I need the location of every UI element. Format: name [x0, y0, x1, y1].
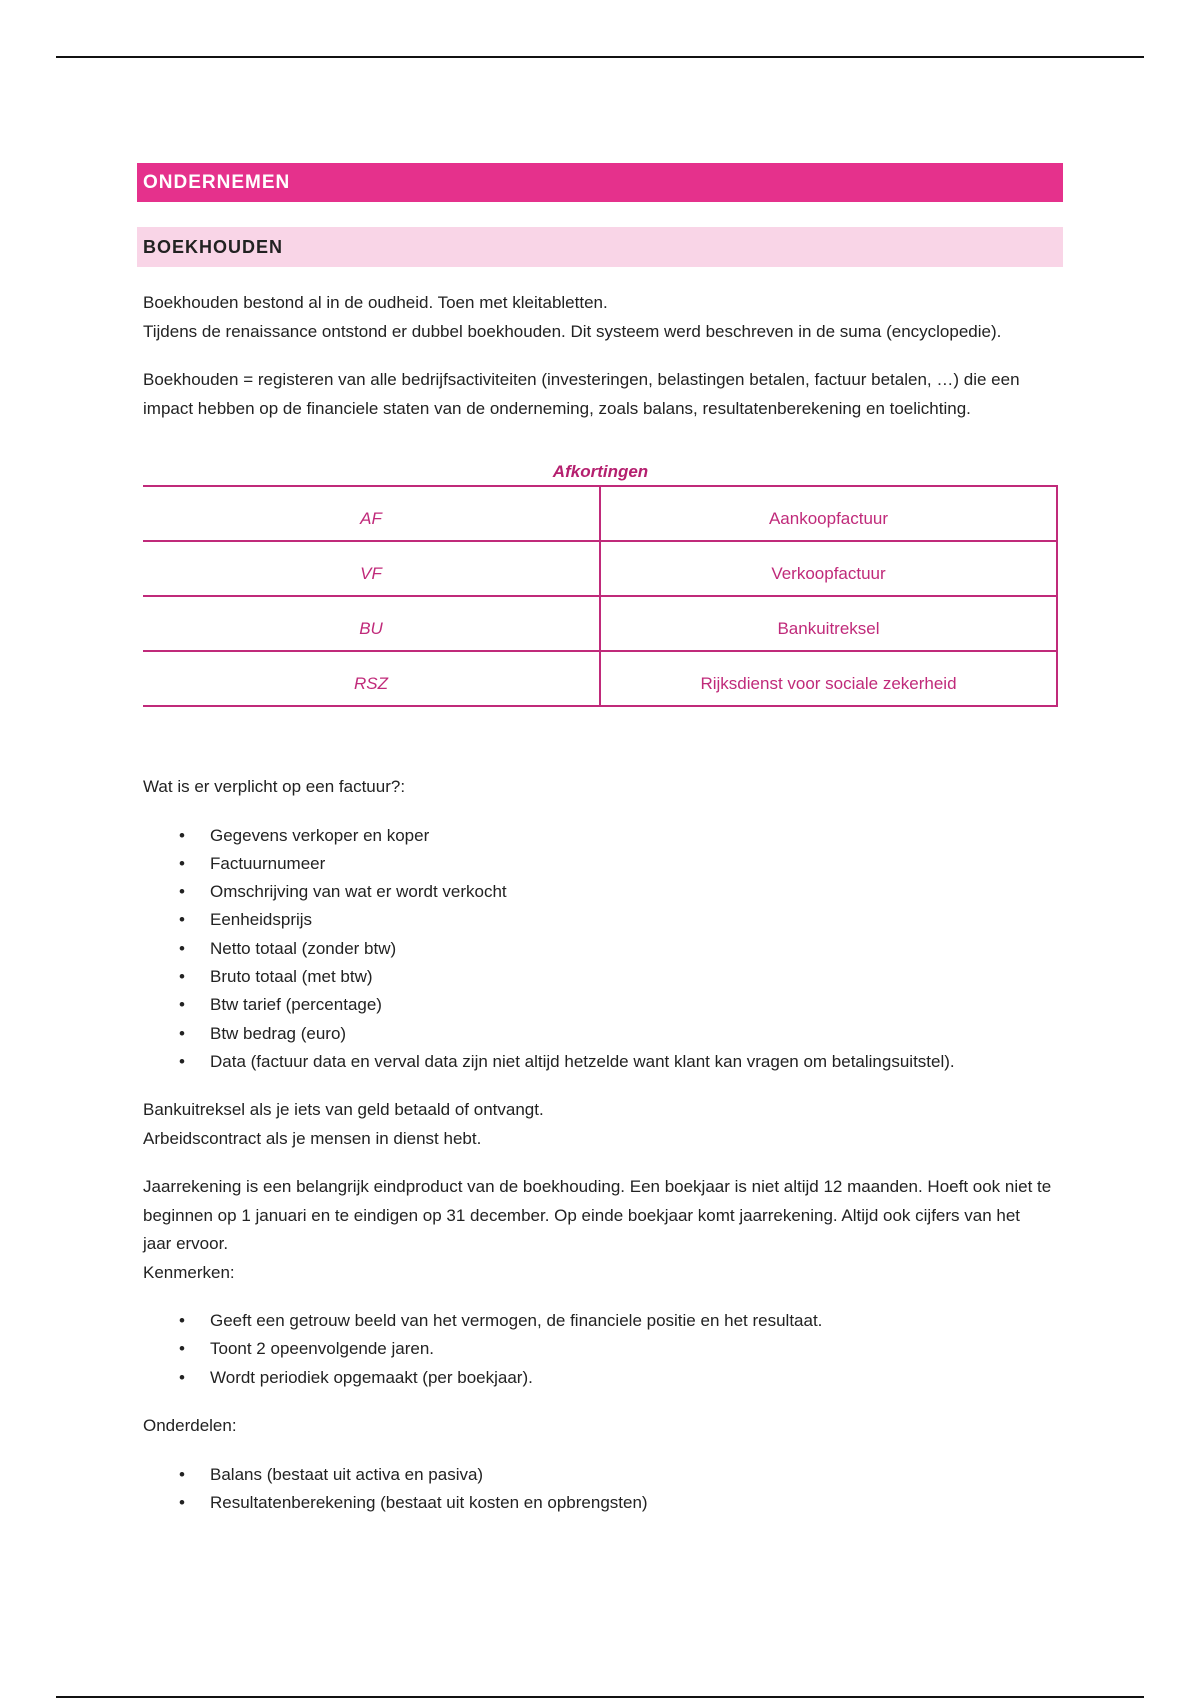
invoice-requirements-list: [137, 822, 1063, 1077]
bullet-icon: •: [179, 1051, 185, 1071]
list-item-text: Resultatenberekening (bestaat uit kosten en opbrengsten): [210, 1492, 648, 1512]
bullet-icon: •: [179, 1311, 185, 1331]
documents-line: Arbeidscontract als je mensen in dienst hebt.: [143, 1128, 482, 1148]
document-body: [137, 163, 1063, 1537]
list-item: [137, 906, 1063, 934]
bullet-icon: •: [179, 910, 185, 930]
list-item-text: Btw tarief (percentage): [210, 995, 382, 1015]
meaning-cell: Aankoopfactuur: [600, 486, 1057, 541]
bullet-icon: •: [179, 853, 185, 873]
documents-paragraph: [137, 1096, 1063, 1153]
list-item: [137, 963, 1063, 991]
parts-list: [137, 1461, 1063, 1518]
bullet-icon: •: [179, 1492, 185, 1512]
intro-line: Boekhouden bestond al in de oudheid. Toen met kleitabletten.: [143, 293, 608, 312]
bullet-icon: •: [179, 1367, 185, 1387]
bullet-icon: •: [179, 1023, 185, 1043]
list-item: [137, 1048, 1063, 1076]
page-bottom-rule: [56, 1696, 1144, 1698]
abbreviation-cell: VF: [143, 541, 600, 596]
section-heading-ondernemen: ONDERNEMEN: [137, 163, 1063, 202]
list-item-text: Toont 2 opeenvolgende jaren.: [210, 1339, 435, 1359]
annual-report-paragraph: [137, 1173, 1063, 1287]
list-item-text: Btw bedrag (euro): [210, 1023, 347, 1043]
list-item: [137, 822, 1063, 850]
table-row: [143, 596, 1057, 651]
abbreviations-table-title: Afkortingen: [552, 462, 649, 481]
list-item-text: Eenheidsprijs: [210, 910, 313, 930]
list-item-text: Geeft een getrouw beeld van het vermogen, de financiele positie en het resultaat.: [210, 1311, 823, 1331]
bullet-icon: •: [179, 1464, 185, 1484]
intro-line: Tijdens de renaissance ontstond er dubbel boekhouden. Dit systeem werd beschreven in de suma (encyclopedie).: [143, 321, 1002, 341]
list-item-text: Gegevens verkoper en koper: [210, 825, 430, 845]
intro-paragraph: [137, 289, 1063, 346]
definition-paragraph: Boekhouden = registeren van alle bedrijfsactiviteiten (investeringen, belastingen betalen, factuur betalen, …) die een impact hebben op de financiele staten van de onderneming, zoals balans, resultatenberekening en toelichting.: [143, 370, 1020, 418]
bullet-icon: •: [179, 825, 185, 845]
parts-label: Onderdelen:: [143, 1416, 237, 1436]
abbreviations-table-block: [137, 459, 1058, 707]
invoice-question: Wat is er verplicht op een factuur?:: [143, 777, 406, 796]
list-item: [137, 935, 1063, 963]
abbreviations-table: [143, 485, 1058, 707]
list-item-text: Data (factuur data en verval data zijn niet altijd hetzelde want klant kan vragen om betalingsuitstel).: [210, 1051, 955, 1071]
list-item: [137, 878, 1063, 906]
list-item: [137, 1020, 1063, 1048]
table-row: [143, 486, 1057, 541]
bullet-icon: •: [179, 966, 185, 986]
list-item: [137, 1335, 1063, 1363]
list-item-text: Netto totaal (zonder btw): [210, 938, 397, 958]
table-row: [143, 541, 1057, 596]
meaning-cell: Rijksdienst voor sociale zekerheid: [600, 651, 1057, 706]
list-item-text: Balans (bestaat uit activa en pasiva): [210, 1464, 484, 1484]
table-row: [143, 651, 1057, 706]
list-item: [137, 1461, 1063, 1489]
abbreviation-cell: AF: [143, 486, 600, 541]
list-item: [137, 1489, 1063, 1517]
list-item: [137, 850, 1063, 878]
list-item-text: Bruto totaal (met btw): [210, 966, 373, 986]
bullet-icon: •: [179, 938, 185, 958]
annual-report-text: Jaarrekening is een belangrijk eindproduct van de boekhouding. Een boekjaar is niet altijd 12 maanden. Hoeft ook niet te beginnen op 1 januari en te eindigen op 31 december. Op einde boekjaar komt jaarrekening. Altijd ook cijfers van het jaar ervoor.: [143, 1177, 1052, 1254]
list-item-text: Omschrijving van wat er wordt verkocht: [210, 882, 507, 902]
list-item-text: Wordt periodiek opgemaakt (per boekjaar).: [210, 1367, 533, 1387]
list-item: [137, 1364, 1063, 1392]
meaning-cell: Bankuitreksel: [600, 596, 1057, 651]
documents-line: Bankuitreksel als je iets van geld betaald of ontvangt.: [143, 1100, 544, 1120]
bullet-icon: •: [179, 1339, 185, 1359]
abbreviation-cell: RSZ: [143, 651, 600, 706]
page-top-rule: [56, 56, 1144, 58]
abbreviation-cell: BU: [143, 596, 600, 651]
bullet-icon: •: [179, 995, 185, 1015]
characteristics-label: Kenmerken:: [143, 1262, 235, 1282]
bullet-icon: •: [179, 882, 185, 902]
list-item: [137, 991, 1063, 1019]
subsection-heading-boekhouden: BOEKHOUDEN: [137, 227, 1063, 267]
list-item-text: Factuurnumeer: [210, 853, 326, 873]
meaning-cell: Verkoopfactuur: [600, 541, 1057, 596]
list-item: [137, 1307, 1063, 1335]
characteristics-list: [137, 1307, 1063, 1392]
